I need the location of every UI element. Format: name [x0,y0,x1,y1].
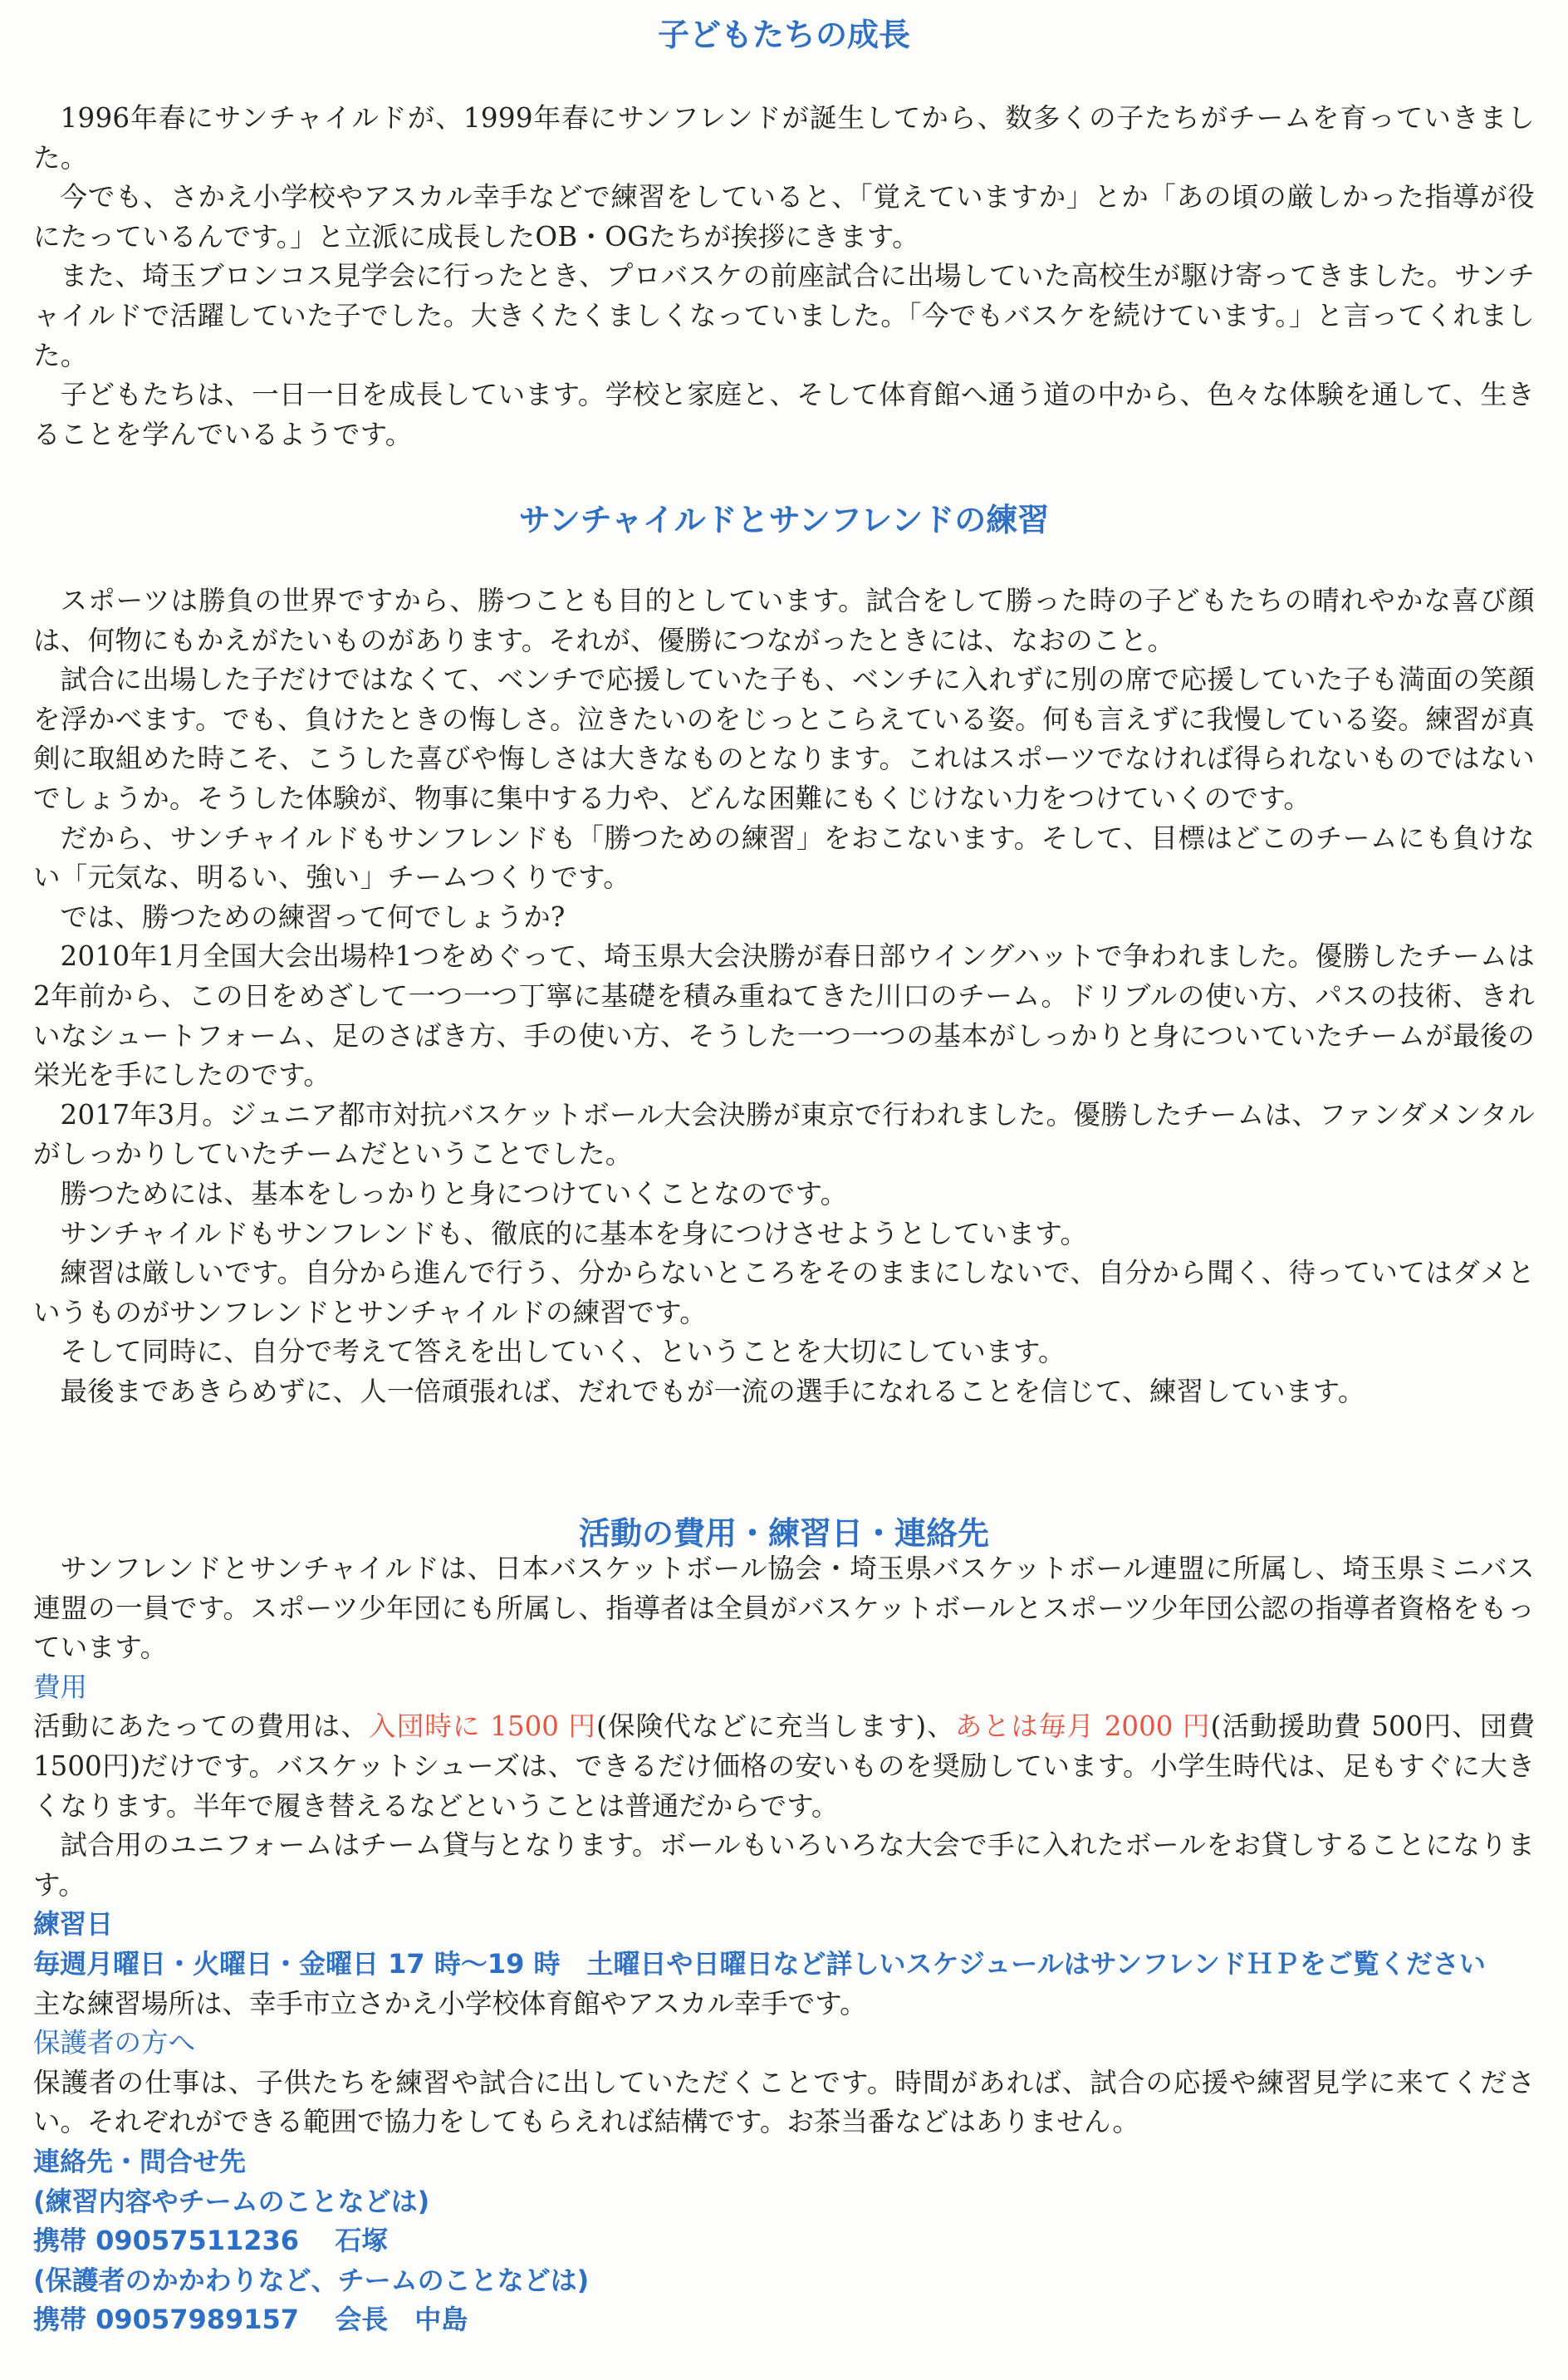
paragraph: 子どもたちは、一日一日を成長しています。学校と家庭と、そして体育館へ通う道の中から、色々な体験を通して、生きることを学んでいるようです。 [33,379,1535,450]
paragraph: では、勝つための練習って何でしょうか? [60,900,566,933]
fee-text-a: 活動にあたっての費用は、 [33,1710,370,1743]
uniform-text: 試合用のユニフォームはチーム貸与となります。ボールもいろいろな大会で手に入れたボールをお貸しすることになります。 [33,1829,1535,1901]
parents-label: 保護者の方へ [33,2027,196,2059]
fee-label: 費用 [33,1671,88,1703]
paragraph: スポーツは勝負の世界ですから、勝つことも目的としています。試合をして勝った時の子どもたちの晴れやかな喜び顔は、何物にもかえがたいものがあります。それが、優勝につながったときには、なおのこと。 [33,585,1535,656]
parents-text: 保護者の仕事は、子供たちを練習や試合に出していただくことです。時間があれば、試合の応援や練習見学に来てください。それぞれができる範囲で協力をしてもらえれば結構です。お茶当番などはありません。 [33,2066,1535,2138]
section-title-growth: 子どもたちの成長 [657,17,910,53]
fee-text [33,1707,1535,1826]
paragraph: 2010年1月全国大会出場枠1つをめぐって、埼玉県大会決勝が春日部ウイングハットで争われました。優勝したチームは2年前から、この日をめざして一つ一つ丁寧に基礎を積み重ねてきた川口のチーム。ドリブルの使い方、パスの技術、きれいなシュートフォーム、足のさばき方、手の使い方、そうした一つ一つの基本がしっかりと身についていたチームが最後の栄光を手にしたのです。 [33,940,1535,1092]
contact-note-1: (練習内容やチームのことなどは) [33,2185,430,2217]
contact-note-2: (保護者のかかわりなど、チームのことなどは) [33,2264,590,2296]
paragraph: 試合に出場した子だけではなくて、ベンチで応援していた子も、ベンチに入れずに別の席で応援していた子も満面の笑顔を浮かべます。でも、負けたときの悔しさ。泣きたいのをじっとこらえている姿。何も言えずに我慢している姿。練習が真剣に取組めた時こそ、こうした喜びや悔しさは大きなものとなります。これはスポーツでなければ得られないものではないでしょうか。そうした体験が、物事に集中する力や、どんな困難にもくじけない力をつけていくのです。 [33,664,1535,814]
paragraph: 勝つためには、基本をしっかりと身につけていくことなのです。 [60,1177,848,1210]
info-intro: サンフレンドとサンチャイルドは、日本バスケットボール協会・埼玉県バスケットボール連盟に所属し、埼玉県ミニバス連盟の一員です。スポーツ少年団にも所属し、指導者は全員がバスケットボールとスポーツ少年団公認の指導者資格をもっています。 [33,1553,1535,1664]
section-growth [33,99,1535,454]
practice-place: 主な練習場所は、幸手市立さかえ小学校体育館やアスカル幸手です。 [33,1987,867,2019]
fee-monthly-highlight: あとは毎月 2000 円 [954,1710,1211,1743]
paragraph: また、埼玉ブロンコス見学会に行ったとき、プロバスケの前座試合に出場していた高校生が駆け寄ってきました。サンチャイルドで活躍していた子でした。大きくたくましくなっていました。「今でもバスケを続けています。」と言ってくれました。 [33,260,1535,371]
contact-label: 連絡先・問合せ先 [33,2145,247,2177]
paragraph: 練習は厳しいです。自分から進んで行う、分からないところをそのままにしないで、自分から聞く、待っていてはダメというものがサンフレンドとサンチャイルドの練習です。 [33,1257,1535,1328]
schedule-detail: 毎週月曜日・火曜日・金曜日 17 時～19 時 土曜日や日曜日など詳しいスケジュールはサンフレンドＨＰをご覧ください [33,1947,1486,1980]
section-practice [33,582,1535,1411]
paragraph: 今でも、さかえ小学校やアスカル幸手などで練習をしていると、「覚えていますか」とか「あの頃の厳しかった指導が役にたっているんです。」と立派に成長したOB・OGたちが挨拶にきます。 [33,181,1535,253]
paragraph: 2017年3月。ジュニア都市対抗バスケットボール大会決勝が東京で行われました。優勝したチームは、ファンダメンタルがしっかりしていたチームだということでした。 [33,1098,1535,1170]
schedule-label: 練習日 [33,1908,114,1941]
fee-text-b: (保険代などに充当します)、 [596,1710,955,1743]
fee-entry-highlight: 入団時に 1500 円 [369,1710,597,1743]
section-info [33,1549,1535,2340]
contact-phone-2: 携帯 09057989157 会長 中島 [33,2304,468,2336]
paragraph: 最後まであきらめずに、人一倍頑張れば、だれでもが一流の選手になれることを信じて、練習しています。 [60,1375,1365,1407]
paragraph: だから、サンチャイルドもサンフレンドも「勝つための練習」をおこないます。そして、目標はどこのチームにも負けない「元気な、明るい、強い」チームつくりです。 [33,822,1535,894]
paragraph: そして同時に、自分で考えて答えを出していく、ということを大切にしています。 [60,1336,1066,1368]
fee-text-c: (活動援助費 500円、団費 1500円)だけです。バスケットシューズは、できるだけ価格の安いものを奨励しています。小学生時代は、足もすぐに大きくなります。半年で履き替えるなどということは普通だからです。 [33,1710,1536,1822]
section-title-info: 活動の費用・練習日・連絡先 [578,1515,989,1552]
paragraph: サンチャイルドもサンフレンドも、徹底的に基本を身につけさせようとしています。 [60,1217,1088,1249]
section-title-practice: サンチャイルドとサンフレンドの練習 [518,502,1050,538]
paragraph: 1996年春にサンチャイルドが、1999年春にサンフレンドが誕生してから、数多くの子たちがチームを育っていきました。 [33,102,1535,174]
contact-phone-1: 携帯 09057511236 石塚 [33,2225,389,2257]
